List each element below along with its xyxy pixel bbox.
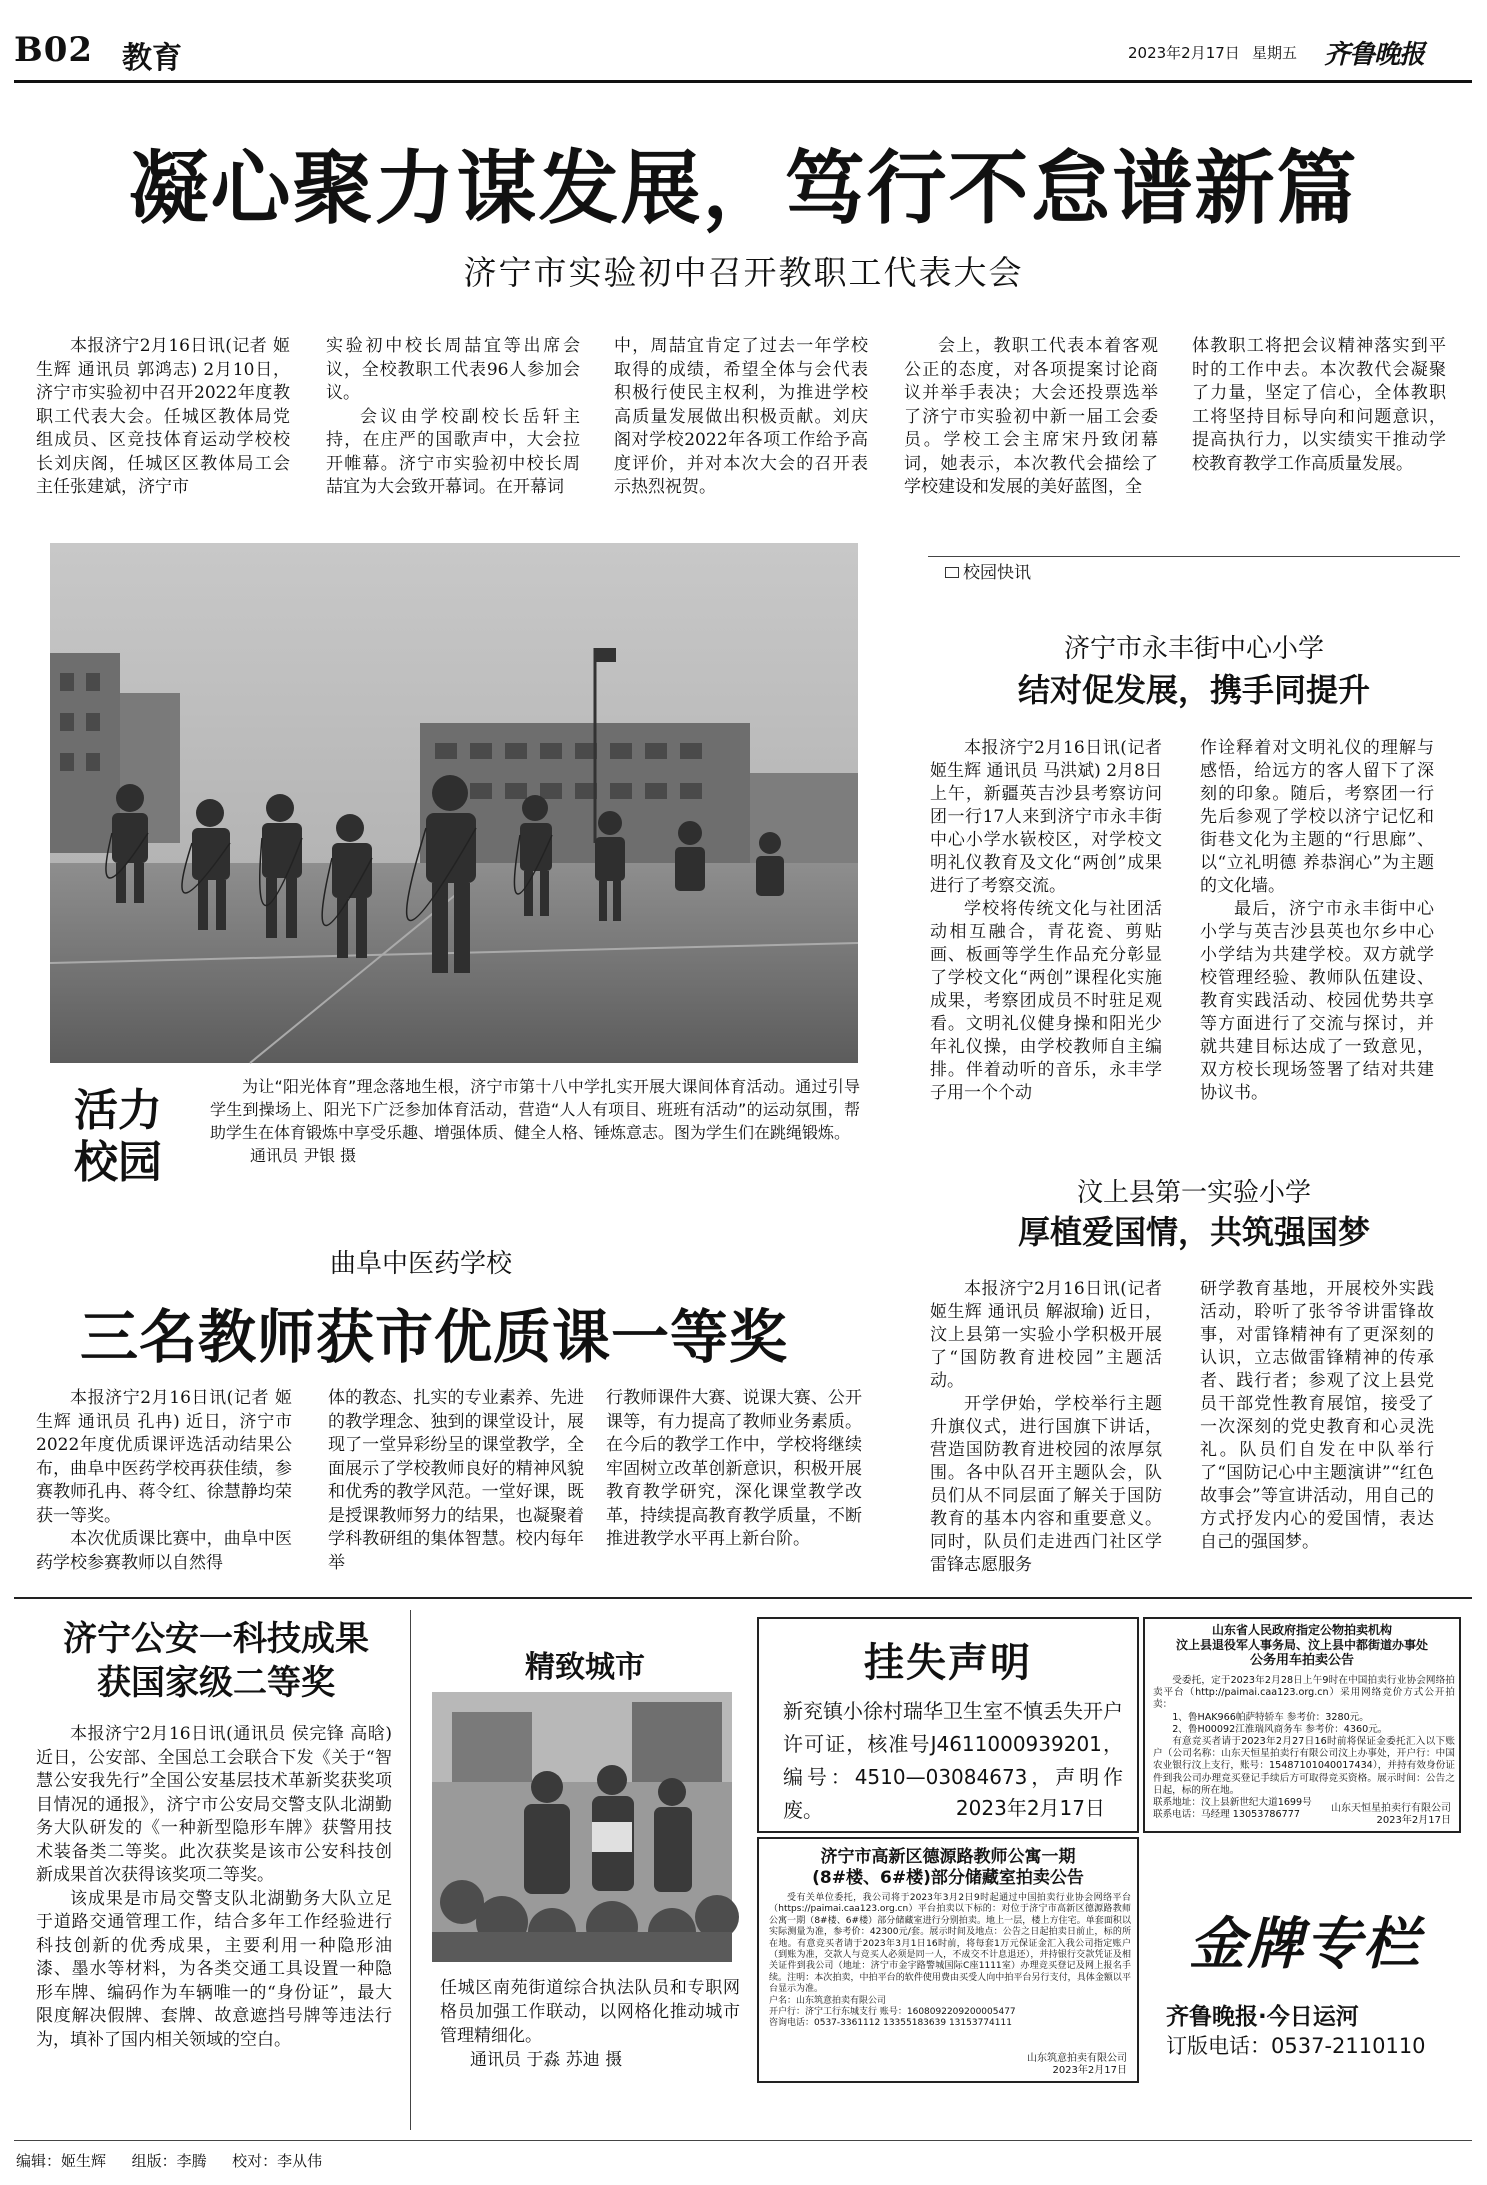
vehicle-auction-contact: 联系地址：汶上县新世纪大道1699号 <box>1153 1797 1312 1809</box>
lead-col-3 <box>614 335 868 510</box>
city-title: 精致城市 <box>525 1650 645 1685</box>
quick-news-1-title: 结对促发展，携手同提升 <box>1017 671 1370 709</box>
photo-feature-title-line2: 校园 <box>74 1137 162 1188</box>
footer-editor: 编辑：姬生辉 <box>16 2152 107 2170</box>
rope-skipping-photo-illustration <box>50 543 858 1063</box>
police-title <box>36 1617 396 1705</box>
storage-auction-notice <box>757 1837 1139 2083</box>
qufu-col-1 <box>36 1387 292 1587</box>
city-caption-text: 任城区南苑街道综合执法队员和专职网格员加强工作联动，以网格化推动城市管理精细化。 <box>440 1978 740 2046</box>
footer-proof: 校对：李从伟 <box>232 2152 323 2170</box>
quick-news-1-kicker: 济宁市永丰街中心小学 <box>1063 634 1324 664</box>
vehicle-auction-head-2: 汶上县退役军人事务局、汶上县中都街道办事处 <box>1175 1638 1428 1652</box>
quick-news-2-col-1-text: 本报济宁2月16日讯(记者 姬生辉 通讯员 解淑瑜) 近日，汶上县第一实验小学积极开展了“国防教育进校园”主题活动。 <box>930 1279 1162 1391</box>
lead-col-2-text-b: 会议由学校副校长岳轩主持，在庄严的国歌声中，大会拉开帷幕。济宁市实验初中校长周喆宜为大会致开幕词。在开幕词 <box>326 406 580 497</box>
issue-date: 2023年2月17日 <box>1128 44 1240 62</box>
quick-news-1-col-1-text-b: 学校将传统文化与社团活动相互融合，青花瓷、剪贴画、板画等学生作品充分彰显了学校文化“两创”课程化实施成果，考察团成员不时驻足观看。文明礼仪健身操和阳光少年礼仪操，由学校教师自主编排。伴着动听的音乐，永丰学子用一个个动 <box>930 899 1162 1103</box>
photo-caption-text: 为让“阳光体育”理念落地生根，济宁市第十八中学扎实开展大课间体育活动。通过引导学生到操场上、阳光下广泛参加体育活动，营造“人人有项目、班班有活动”的运动氛围，帮助学生在体育锻炼中享受乐趣、增强体质、健全人格、锤炼意志。图为学生们在跳绳锻炼。 <box>210 1077 860 1142</box>
lead-col-2-text-a: 实验初中校长周喆宜等出席会议，全校教职工代表96人参加会议。 <box>326 336 580 403</box>
vehicle-auction-phone: 联系电话：马经理 13053786777 <box>1153 1809 1300 1821</box>
lost-notice-date: 2023年2月17日 <box>955 1796 1105 1820</box>
lead-col-1 <box>36 335 290 510</box>
storage-auction-sign <box>1027 2053 1127 2077</box>
quick-news-label <box>945 558 1031 583</box>
lead-title: 凝心聚力谋发展，笃行不怠谱新篇 <box>128 141 1359 235</box>
section-name: 教育 <box>122 41 182 76</box>
quick-news-2-col-2-text: 研学教育基地，开展校外实践活动，聆听了张爷爷讲雷锋故事，对雷锋精神有了更深刻的认识，立志做雷锋精神的传承者、践行者；参观了汶上县党员干部党性教育展馆，接受了一次深刻的党史教育和心灵洗礼。队员们自发在中队举行了“国防记心中主题演讲”“红色故事会”等宣讲活动，用自己的方式抒发内心的爱国情，表达自己的强国梦。 <box>1200 1279 1434 1552</box>
lead-col-5-text: 体教职工将把会议精神落实到平时的工作中去。本次教代会凝聚了力量，坚定了信心，全体教职工将坚持目标导向和问题意识，提高执行力，以实绩实干推动学校教育教学工作高质量发展。 <box>1192 336 1446 474</box>
vehicle-auction-text-2: 有意竞买者请于2023年2月27日16时前将保证金委托汇入以下账户（公司名称：山东天恒星拍卖行有限公司汶上办事处，开户行：中国农业银行汶上支行，账号：15487101040017434），并持有效身份证件到我公司办理竞买登记手续后方可取得竞买资格。展示时间：公告之日起，标的所在地。 <box>1153 1736 1455 1796</box>
police-title-line1: 济宁公安一科技成果 <box>63 1619 369 1659</box>
quick-news-1-col-2 <box>1200 737 1434 1227</box>
gold-column-logo: 金牌专栏 <box>1189 1911 1421 1977</box>
vehicle-auction-item-2: 2、鲁H00092江淮瑞风商务车 参考价：4360元。 <box>1172 1723 1388 1735</box>
storage-auction-company: 山东筑意拍卖有限公司 <box>1027 2053 1127 2064</box>
police-body <box>36 1723 392 2125</box>
vehicle-auction-notice <box>1143 1617 1461 1833</box>
qufu-col-2-text: 体的教态、扎实的专业素养、先进的教学理念、独到的课堂设计，展现了一堂异彩纷呈的课堂教学，全面展示了学校教师良好的精神风貌和优秀的教学风范。一堂好课，既是授课教师努力的结果，也凝聚着学科教研组的集体智慧。校内每年举 <box>328 1388 584 1573</box>
quick-news-top-rule <box>928 556 1460 557</box>
lead-col-2 <box>326 335 580 510</box>
photo-feature-caption <box>210 1075 860 1167</box>
lost-notice-title: 挂失声明 <box>864 1639 1032 1686</box>
lead-col-1-text: 本报济宁2月16日讯(记者 姬生辉 通讯员 郭鸿志) 2月10日，济宁市实验初中召开2022年度教职工代表大会。任城区教体局党组成员、区竞技体育运动学校校长刘庆阁，任城区区教体局工会主任张建斌，济宁市 <box>36 336 290 497</box>
vehicle-auction-sign <box>1331 1803 1451 1827</box>
city-caption <box>440 1976 740 2072</box>
lead-col-4 <box>904 335 1158 510</box>
qufu-col-1-text: 本报济宁2月16日讯(记者 姬生辉 通讯员 孔冉) 近日，济宁市2022年度优质课评选活动结果公布，曲阜中医药学校再获佳绩，参赛教师孔冉、蒋令红、徐慧静均荣获一等奖。 <box>36 1388 292 1526</box>
quick-news-2-col-2 <box>1200 1278 1434 1552</box>
footer-layout: 组版：李腾 <box>131 2152 207 2170</box>
rope-skipping-photo <box>50 543 858 1063</box>
issue-weekday: 星期五 <box>1252 44 1298 62</box>
gold-column-line1: 齐鲁晚报·今日运河 <box>1166 2004 1359 2030</box>
qufu-title: 三名教师获市优质课一等奖 <box>80 1303 789 1371</box>
vehicle-auction-head-3: 公务用车拍卖公告 <box>1249 1653 1354 1668</box>
lead-col-5 <box>1192 335 1446 510</box>
quick-news-1-col-2-text: 作诠释着对文明礼仪的理解与感悟，给远方的客人留下了深刻的印象。随后，考察团一行先后参观了学校以济宁记忆和街巷文化为主题的“行思廊”、以“立礼明德 养恭润心”为主题的文化墙。 <box>1200 738 1434 896</box>
gold-column-line2: 订版电话：0537-2110110 <box>1166 2034 1426 2058</box>
lost-notice-body: 新兖镇小徐村瑞华卫生室不慎丢失开户许可证，核准号J4611000939201，编号：4510—03084673，声明作废。 <box>783 1699 1123 1822</box>
storage-auction-account-name: 户名：山东筑意拍卖有限公司 <box>769 1995 887 2006</box>
quick-news-2-title: 厚植爱国情，共筑强国梦 <box>1017 1213 1370 1251</box>
qufu-col-1-text-b: 本次优质课比赛中，曲阜中医药学校参赛教师以自然得 <box>36 1529 292 1573</box>
masthead-logo: 齐鲁晚报 <box>1324 40 1425 70</box>
police-body-p2: 该成果是市局交警支队北湖勤务大队立足于道路交通管理工作，结合多年工作经验进行科技创新的优秀成果，主要利用一种隐形油漆、墨水等材料，为各类交通工具设置一种隐形车牌、编码作为车辆唯一的“身份证”，最大限度解决假牌、套牌、故意遮挡号牌等违法行为，填补了国内相关领域的空白。 <box>36 1888 392 2050</box>
vehicle-auction-body <box>1153 1675 1455 1821</box>
quick-news-label-text: 校园快讯 <box>963 563 1031 583</box>
police-divider <box>410 1610 411 2130</box>
quick-news-1-col-2-text-b: 最后，济宁市永丰街中心小学与英吉沙县英也尔乡中心小学结为共建学校。双方就学校管理经验、教师队伍建设、教育实践活动、校园优势共享等方面进行了交流与探讨，并就共建目标达成了一致意见，双方校长现场签署了结对共建协议书。 <box>1200 899 1434 1103</box>
quick-news-2-kicker: 汶上县第一实验小学 <box>1076 1178 1311 1208</box>
quick-news-2-col-1 <box>930 1278 1162 1575</box>
vehicle-auction-company: 山东天恒星拍卖行有限公司 <box>1331 1803 1451 1814</box>
photo-feature-title-line1: 活力 <box>74 1085 162 1136</box>
vehicle-auction-head-1: 山东省人民政府指定公物拍卖机构 <box>1211 1623 1392 1637</box>
police-body-p1: 本报济宁2月16日讯(通讯员 侯完锋 高晗) 近日，公安部、全国总工会联合下发《关于“智慧公安我先行”全国公安基层技术革新奖获奖项目情况的通报》，济宁市公安局交警支队北湖勤务大队研发的《一种新型隐形车牌》获警用技术装备类二等奖。此次获奖是该市公安科技创新成果首次获得该奖项二等奖。 <box>36 1724 392 1885</box>
storage-auction-title-1: 济宁市高新区德源路教师公寓一期 <box>820 1847 1076 1867</box>
city-credit: 通讯员 于淼 苏迪 摄 <box>470 2050 623 2070</box>
storage-auction-date: 2023年2月17日 <box>1052 2065 1127 2076</box>
city-photo <box>432 1692 732 1962</box>
lead-subtitle: 济宁市实验初中召开教职工代表大会 <box>463 253 1024 292</box>
lead-col-4-text: 会上，教职工代表本着客观公正的态度，对各项提案讨论商议并举手表决；大会还投票选举了济宁市实验初中新一届工会委员。学校工会主席宋丹致闭幕词，她表示，本次教代会描绘了学校建设和发展的美好蓝图，全 <box>904 336 1158 497</box>
qufu-kicker: 曲阜中医药学校 <box>330 1249 513 1279</box>
police-title-line2: 获国家级二等奖 <box>97 1663 335 1703</box>
lead-col-3-text: 中，周喆宜肯定了过去一年学校取得的成绩，希望全体与会代表积极行使民主权利，为推进学校高质量发展做出积极贡献。刘庆阁对学校2022年各项工作给予高度评价，并对本次大会的召开表示热烈祝贺。 <box>614 336 868 497</box>
header-rule <box>14 80 1472 83</box>
qufu-col-3-text: 行教师课件大赛、说课大赛、公开课等，有力提高了教师业务素质。在今后的教学工作中，学校将继续牢固树立改革创新意识，积极开展教育教学研究，深化课堂教学改革，持续提高教育教学质量，不断推进教学水平再上新台阶。 <box>606 1388 862 1549</box>
photo-credit: 通讯员 尹银 摄 <box>250 1146 357 1165</box>
qufu-col-3 <box>606 1387 862 1587</box>
quick-news-2-col-1-text-b: 开学伊始，学校举行主题升旗仪式，进行国旗下讲话，营造国防教育进校园的浓厚氛围。各中队召开主题队会，队员们从不同层面了解关于国防教育的基本内容和重要意义。同时，队员们走进西门社区学雷锋志愿服务 <box>930 1394 1162 1575</box>
footer-credits <box>16 2150 322 2171</box>
qufu-col-2 <box>328 1387 584 1587</box>
vehicle-auction-date: 2023年2月17日 <box>1376 1815 1451 1826</box>
quick-news-icon <box>945 567 959 578</box>
storage-auction-account-bank: 开户行：济宁工行东城支行 账号：1608092209200005477 <box>769 2007 1016 2018</box>
city-photo-illustration <box>432 1692 732 1962</box>
quick-news-1-col-1 <box>930 737 1162 1227</box>
storage-auction-title-2: (8#楼、6#楼)部分储藏室拍卖公告 <box>812 1868 1084 1888</box>
quick-news-1-col-1-text: 本报济宁2月16日讯(记者 姬生辉 通讯员 马洪斌) 2月8日上午，新疆英吉沙县考察访问团一行17人来到济宁市永丰街中心小学水嵚校区，对学校文明礼仪教育及文化“两创”成果进行了考察交流。 <box>930 738 1162 896</box>
storage-auction-body <box>769 1893 1131 2030</box>
lost-notice <box>757 1617 1139 1833</box>
page-number: B02 <box>14 30 94 70</box>
bottom-band-rule <box>14 1597 1472 1599</box>
storage-auction-title <box>759 1847 1137 1889</box>
footer-rule <box>14 2140 1472 2141</box>
storage-auction-text: 受有关单位委托，我公司将于2023年3月2日9时起通过中国拍卖行业协会网络平台（https://paimai.caa123.org.cn）平台拍卖以下标的：对位于济宁市高新区德源路教师公寓一期（8#楼、6#楼）部分储藏室进行分别拍卖。地上一层，楼上方住宅。单套面积以实际测量为准，参考价：42300元/套。展示时间及地点：公告之日起拍卖日前止，标的所在地。有意竞买者请于2023年3月1日16时前，将每套1万元保证金汇入我公司指定账户（到账为准，交款人与竞买人必须是同一人，不成交不计息退还），并持银行交款凭证及相关证件到我公司（地址：济宁市金宇路警城国际C座1111室）办理竞买登记及网上报名手续。注明：本次拍卖，中拍平台的软件使用费由买受人向中拍平台另行支付，具体金额以平台显示为准。 <box>769 1893 1131 1995</box>
vehicle-auction-text: 受委托，定于2023年2月28日上午9时在中国拍卖行业协会网络拍卖平台（http://paimai.caa123.org.cn）采用网络竞价方式公开拍卖： <box>1153 1675 1455 1711</box>
vehicle-auction-item-1: 1、鲁HAK966帕萨特轿车 参考价：3280元。 <box>1172 1711 1369 1723</box>
vehicle-auction-head <box>1145 1623 1459 1668</box>
photo-feature-title <box>74 1085 194 1189</box>
storage-auction-phone: 咨询电话：0537-3361112 13355183639 13153774111 <box>769 2018 1012 2029</box>
